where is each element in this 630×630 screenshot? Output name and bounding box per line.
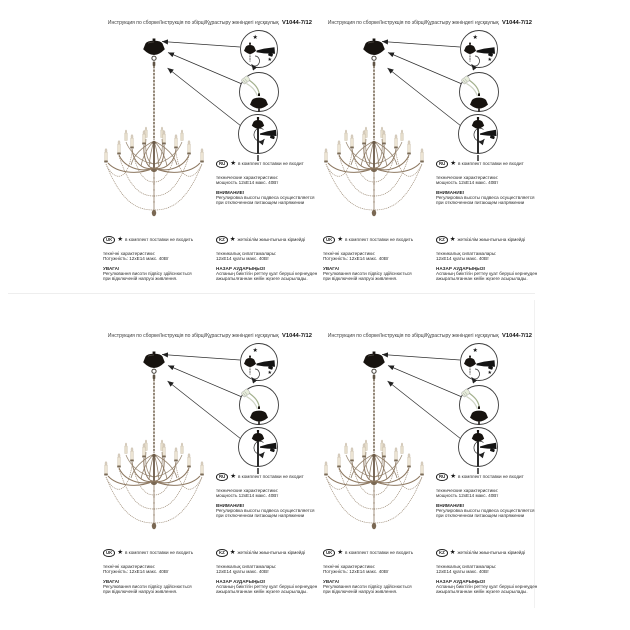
callout-canopy-screw-rotate-icon bbox=[241, 344, 278, 381]
uk-warning-title: УВАГА! bbox=[103, 265, 120, 271]
ru-warning-line1: Регулировка высоты подвеса осуществляется bbox=[436, 507, 535, 513]
ru-warning-line2: при отключенном питающем напряжении bbox=[436, 512, 525, 518]
section-uk bbox=[103, 549, 209, 594]
uk-specs-label: технічні характеристики: bbox=[323, 563, 376, 569]
callout-canopy-wires-icon bbox=[460, 73, 499, 112]
star-icon: ★ bbox=[267, 58, 272, 63]
uk-not-included-text: в комплект поставки не входить bbox=[124, 550, 194, 556]
ru-specs-value: мощность 12хЕ14 макс. 40Вт bbox=[436, 492, 499, 498]
ru-warning-title: ВНИМАНИЕ! bbox=[436, 189, 465, 195]
callout-leader-arrows bbox=[382, 355, 462, 440]
ru-not-included-text: в комплект поставки не входит bbox=[237, 474, 304, 480]
uk-warning-line2: при відключеній напрузі живлення. bbox=[103, 275, 178, 281]
star-icon: ★ bbox=[252, 348, 258, 354]
kz-language-badge: KZ bbox=[436, 549, 448, 557]
star-icon: ★ bbox=[449, 236, 456, 244]
star-icon: ★ bbox=[117, 236, 123, 244]
section-ru bbox=[436, 473, 542, 518]
kz-warning-title: НАЗАР АУДАРЫҢЫЗ! bbox=[436, 265, 486, 271]
uk-not-included-text: в комплект поставки не входить bbox=[124, 237, 194, 243]
section-uk bbox=[323, 236, 429, 281]
callout-canopy-wires-icon bbox=[240, 73, 279, 112]
star-icon: ★ bbox=[449, 549, 456, 557]
uk-language-badge: UK bbox=[323, 549, 335, 557]
uk-language-badge: UK bbox=[103, 236, 115, 244]
star-icon: ★ bbox=[472, 348, 478, 354]
uk-warning-title: УВАГА! bbox=[103, 578, 120, 584]
ru-specs-value: мощность 12хЕ14 макс. 40Вт bbox=[216, 492, 279, 498]
uk-warning-line1: Регулювання висоти підвісу здійснюється bbox=[103, 270, 192, 276]
ru-language-badge: RU bbox=[216, 473, 228, 481]
instruction-panel bbox=[88, 14, 320, 314]
callout-canopy-pole-rotate-icon bbox=[239, 428, 278, 475]
ru-not-included-text: в комплект поставки не входит bbox=[457, 474, 524, 480]
ru-specs-label: технические характеристики: bbox=[436, 174, 499, 180]
kz-specs-label: техникалық сипаттамалары: bbox=[436, 250, 497, 256]
section-kz bbox=[436, 236, 542, 281]
header-title: Инструкция по сборке/Інструкція по збірці/Құрастыру жөніндегі нұсқаулық bbox=[107, 333, 279, 339]
uk-not-included-row bbox=[323, 236, 429, 244]
ru-language-badge: RU bbox=[436, 160, 448, 168]
callout-leader-arrows bbox=[162, 42, 242, 127]
star-icon: ★ bbox=[450, 473, 456, 481]
uk-not-included-row bbox=[103, 549, 209, 557]
header-title: Инструкция по сборке/Інструкція по збірці/Құрастыру жөніндегі нұсқаулық bbox=[327, 333, 499, 339]
star-icon: ★ bbox=[230, 160, 236, 168]
kz-specs-value: 12хЕ14 қуаты макс. 40Вт bbox=[436, 568, 489, 574]
ru-language-badge: RU bbox=[216, 160, 228, 168]
chandelier-illustration bbox=[104, 127, 204, 217]
ceiling-canopy-icon bbox=[363, 352, 385, 380]
uk-specs-label: технічні характеристики: bbox=[103, 250, 156, 256]
kz-not-included-row bbox=[436, 236, 542, 244]
uk-warning-title: УВАГА! bbox=[323, 265, 340, 271]
header-title: Инструкция по сборке/Інструкція по збірці/Құрастыру жөніндегі нұсқаулық bbox=[327, 20, 499, 26]
kz-language-badge: KZ bbox=[216, 236, 228, 244]
uk-not-included-text: в комплект поставки не входить bbox=[344, 237, 414, 243]
callout-canopy-wires-icon bbox=[240, 386, 279, 425]
ru-specs-value: мощность 12хЕ14 макс. 40Вт bbox=[436, 179, 499, 185]
ru-warning-line2: при отключенном питающем напряжении bbox=[216, 512, 305, 518]
kz-warning-line1: Аспаның биіктігін реттеу қуат беруші кернеуден bbox=[436, 583, 538, 589]
instruction-panel bbox=[308, 14, 540, 314]
kz-not-included-row bbox=[216, 236, 322, 244]
section-kz bbox=[436, 549, 542, 594]
section-uk bbox=[323, 549, 429, 594]
ru-specs-label: технические характеристики: bbox=[436, 487, 499, 493]
kz-warning-line1: Аспаның биіктігін реттеу қуат беруші кернеуден bbox=[216, 270, 318, 276]
uk-specs-value: Потужність: 12хЕ14 макс. 40Вт bbox=[323, 255, 389, 261]
star-icon: ★ bbox=[230, 473, 236, 481]
callout-leader-arrows bbox=[382, 42, 462, 127]
kz-specs-value: 12хЕ14 қуаты макс. 40Вт bbox=[436, 255, 489, 261]
star-icon: ★ bbox=[487, 58, 492, 63]
kz-specs-label: техникалық сипаттамалары: bbox=[436, 563, 497, 569]
callout-canopy-pole-rotate-icon bbox=[459, 428, 498, 475]
section-kz bbox=[216, 549, 322, 594]
chandelier-illustration bbox=[104, 440, 204, 530]
ru-warning-title: ВНИМАНИЕ! bbox=[216, 502, 245, 508]
uk-warning-line1: Регулювання висоти підвісу здійснюється bbox=[103, 583, 192, 589]
uk-not-included-row bbox=[323, 549, 429, 557]
uk-warning-line1: Регулювання висоти підвісу здійснюється bbox=[323, 270, 412, 276]
instruction-panel bbox=[308, 327, 540, 627]
ru-warning-title: ВНИМАНИЕ! bbox=[436, 502, 465, 508]
chandelier-illustration bbox=[324, 440, 424, 530]
kz-warning-line2: ажыратылғаннан кейін жүзеге асырылады. bbox=[216, 275, 308, 281]
kz-not-included-text: жеткізілім жиынтығына кірмейді bbox=[457, 237, 526, 243]
panel-header bbox=[88, 333, 312, 339]
header-model-number: V1044-7/12 bbox=[502, 20, 532, 26]
uk-warning-line2: при відключеній напрузі живлення. bbox=[103, 588, 178, 594]
kz-not-included-text: жеткізілім жиынтығына кірмейді bbox=[237, 550, 306, 556]
kz-not-included-row bbox=[436, 549, 542, 557]
kz-not-included-text: жеткізілім жиынтығына кірмейді bbox=[237, 237, 306, 243]
kz-not-included-text: жеткізілім жиынтығына кірмейді bbox=[457, 550, 526, 556]
panel-header bbox=[88, 20, 312, 26]
ru-specs-label: технические характеристики: bbox=[216, 174, 279, 180]
ru-language-badge: RU bbox=[436, 473, 448, 481]
panel-header bbox=[308, 20, 532, 26]
star-icon: ★ bbox=[252, 35, 258, 41]
ru-not-included-row bbox=[436, 473, 542, 481]
callout-canopy-screw-rotate-icon bbox=[461, 344, 498, 381]
kz-warning-title: НАЗАР АУДАРЫҢЫЗ! bbox=[436, 578, 486, 584]
star-icon: ★ bbox=[450, 160, 456, 168]
uk-specs-label: технічні характеристики: bbox=[103, 563, 156, 569]
callout-canopy-pole-rotate-icon bbox=[239, 115, 278, 162]
uk-specs-value: Потужність: 12хЕ14 макс. 40Вт bbox=[103, 255, 169, 261]
kz-language-badge: KZ bbox=[216, 549, 228, 557]
kz-warning-title: НАЗАР АУДАРЫҢЫЗ! bbox=[216, 578, 266, 584]
ceiling-canopy-icon bbox=[143, 39, 165, 67]
uk-language-badge: UK bbox=[323, 236, 335, 244]
ru-not-included-text: в комплект поставки не входит bbox=[457, 161, 524, 167]
uk-specs-label: технічні характеристики: bbox=[323, 250, 376, 256]
kz-warning-line2: ажыратылғаннан кейін жүзеге асырылады. bbox=[216, 588, 308, 594]
ru-warning-line2: при отключенном питающем напряжении bbox=[436, 199, 525, 205]
kz-specs-label: техникалық сипаттамалары: bbox=[216, 563, 277, 569]
section-ru bbox=[216, 160, 322, 205]
ru-not-included-row bbox=[216, 160, 322, 168]
ru-specs-value: мощность 12хЕ14 макс. 40Вт bbox=[216, 179, 279, 185]
callout-canopy-pole-rotate-icon bbox=[459, 115, 498, 162]
uk-warning-line2: при відключеній напрузі живлення. bbox=[323, 275, 398, 281]
ru-warning-line1: Регулировка высоты подвеса осуществляется bbox=[216, 507, 315, 513]
callout-canopy-wires-icon bbox=[460, 386, 499, 425]
section-ru bbox=[436, 160, 542, 205]
kz-specs-value: 12хЕ14 қуаты макс. 40Вт bbox=[216, 255, 269, 261]
kz-warning-line2: ажыратылғаннан кейін жүзеге асырылады. bbox=[436, 275, 528, 281]
uk-language-badge: UK bbox=[103, 549, 115, 557]
uk-specs-value: Потужність: 12хЕ14 макс. 40Вт bbox=[323, 568, 389, 574]
uk-warning-line2: при відключеній напрузі живлення. bbox=[323, 588, 398, 594]
kz-specs-value: 12хЕ14 қуаты макс. 40Вт bbox=[216, 568, 269, 574]
ceiling-canopy-icon bbox=[363, 39, 385, 67]
kz-not-included-row bbox=[216, 549, 322, 557]
star-icon: ★ bbox=[337, 549, 343, 557]
uk-warning-line1: Регулювання висоти підвісу здійснюється bbox=[323, 583, 412, 589]
header-model-number: V1044-7/12 bbox=[282, 20, 312, 26]
instruction-panel bbox=[88, 327, 320, 627]
header-title: Инструкция по сборке/Інструкція по збірці/Құрастыру жөніндегі нұсқаулық bbox=[107, 20, 279, 26]
ru-not-included-text: в комплект поставки не входит bbox=[237, 161, 304, 167]
star-icon: ★ bbox=[472, 35, 478, 41]
kz-specs-label: техникалық сипаттамалары: bbox=[216, 250, 277, 256]
ru-warning-line2: при отключенном питающем напряжении bbox=[216, 199, 305, 205]
ru-not-included-row bbox=[216, 473, 322, 481]
callout-leader-arrows bbox=[162, 355, 242, 440]
callout-canopy-screw-rotate-icon bbox=[461, 31, 498, 68]
header-model-number: V1044-7/12 bbox=[282, 333, 312, 339]
section-uk bbox=[103, 236, 209, 281]
ru-warning-line1: Регулировка высоты подвеса осуществляется bbox=[436, 194, 535, 200]
kz-warning-line1: Аспаның биіктігін реттеу қуат беруші кернеуден bbox=[436, 270, 538, 276]
uk-specs-value: Потужність: 12хЕ14 макс. 40Вт bbox=[103, 568, 169, 574]
star-icon: ★ bbox=[229, 549, 236, 557]
star-icon: ★ bbox=[229, 236, 236, 244]
star-icon: ★ bbox=[337, 236, 343, 244]
star-icon: ★ bbox=[117, 549, 123, 557]
uk-not-included-text: в комплект поставки не входить bbox=[344, 550, 414, 556]
section-kz bbox=[216, 236, 322, 281]
star-icon: ★ bbox=[267, 371, 272, 376]
ru-warning-title: ВНИМАНИЕ! bbox=[216, 189, 245, 195]
header-model-number: V1044-7/12 bbox=[502, 333, 532, 339]
star-icon: ★ bbox=[487, 371, 492, 376]
ceiling-canopy-icon bbox=[143, 352, 165, 380]
section-ru bbox=[216, 473, 322, 518]
ru-warning-line1: Регулировка высоты подвеса осуществляется bbox=[216, 194, 315, 200]
ru-not-included-row bbox=[436, 160, 542, 168]
kz-language-badge: KZ bbox=[436, 236, 448, 244]
callout-canopy-screw-rotate-icon bbox=[241, 31, 278, 68]
uk-not-included-row bbox=[103, 236, 209, 244]
panel-header bbox=[308, 333, 532, 339]
ru-specs-label: технические характеристики: bbox=[216, 487, 279, 493]
chandelier-illustration bbox=[324, 127, 424, 217]
kz-warning-title: НАЗАР АУДАРЫҢЫЗ! bbox=[216, 265, 266, 271]
uk-warning-title: УВАГА! bbox=[323, 578, 340, 584]
kz-warning-line2: ажыратылғаннан кейін жүзеге асырылады. bbox=[436, 588, 528, 594]
kz-warning-line1: Аспаның биіктігін реттеу қуат беруші кернеуден bbox=[216, 583, 318, 589]
